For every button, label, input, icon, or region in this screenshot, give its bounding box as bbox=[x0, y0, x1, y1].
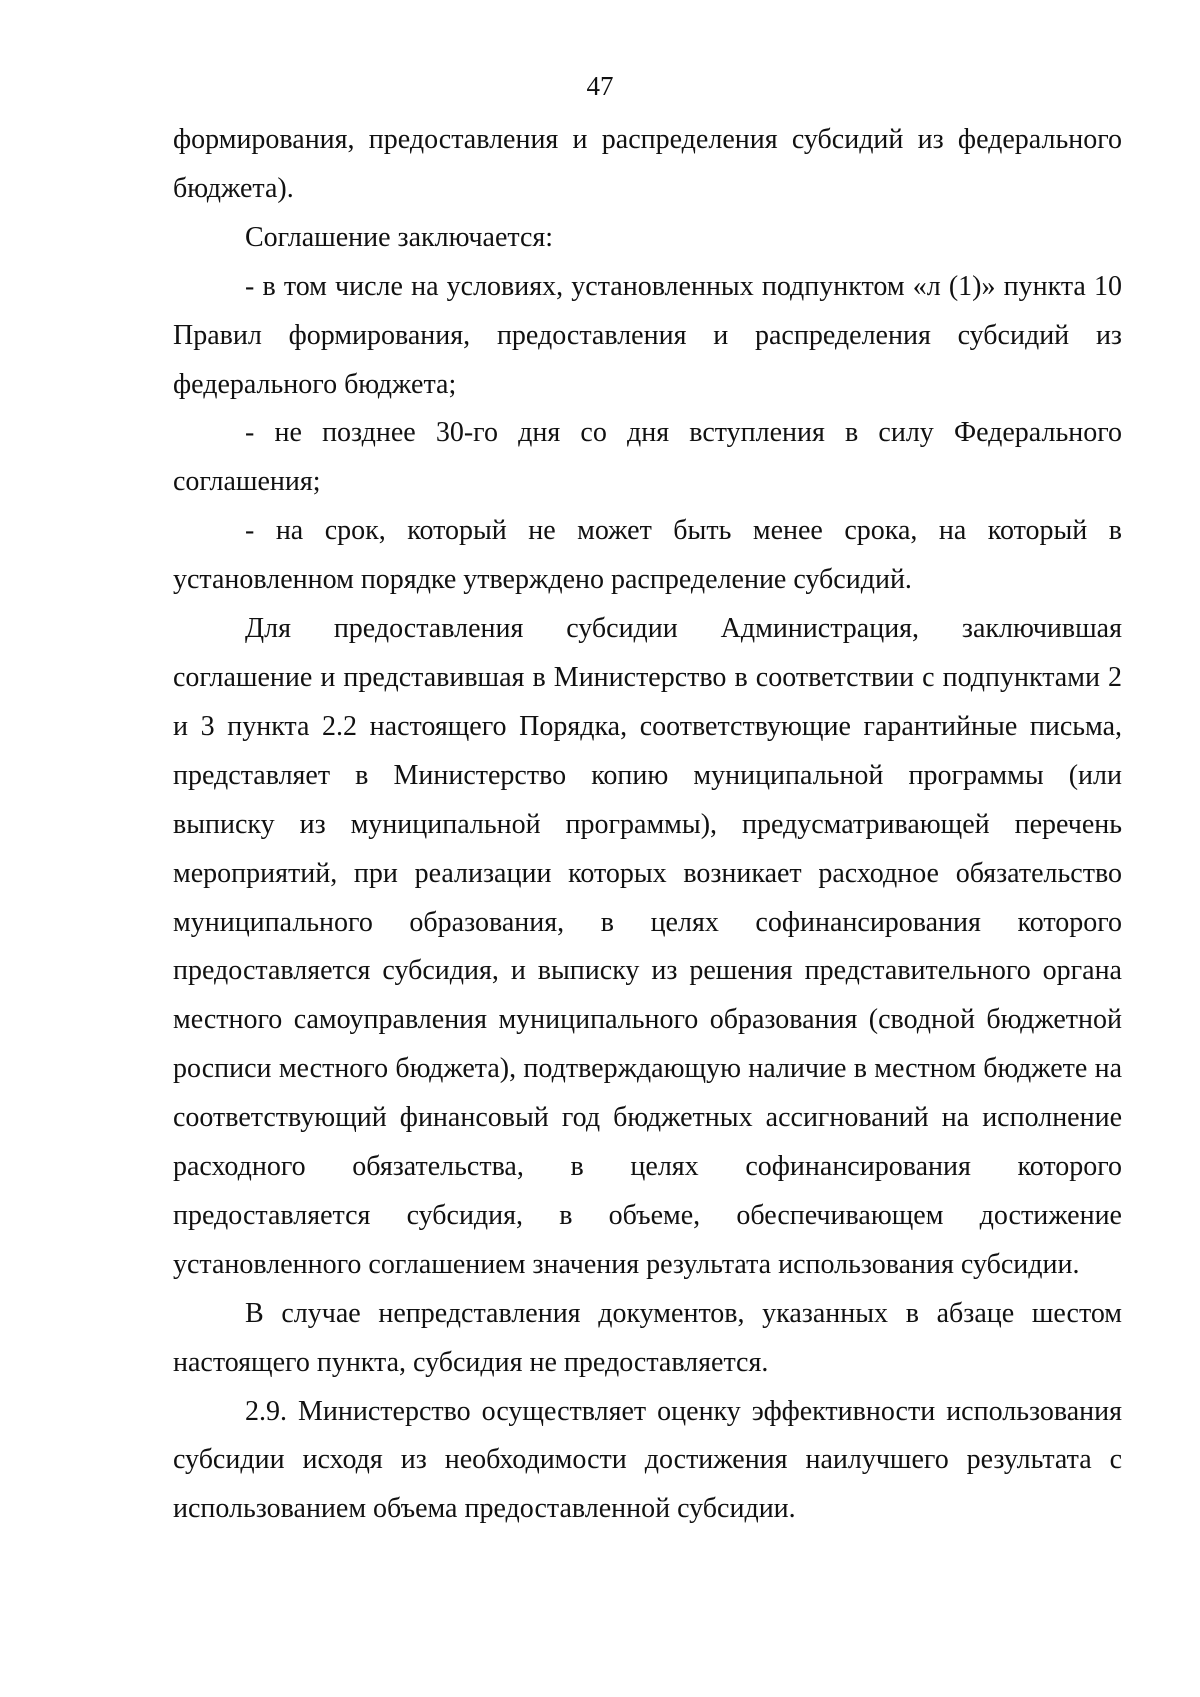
paragraph-agreement-intro: Соглашение заключается: bbox=[245, 221, 554, 253]
paragraph-non-submission: В случае непредставления документов, указанных в абзаце шестом настоящего пункта, субсидия не предоставляется. bbox=[173, 1297, 1122, 1378]
paragraph-documents-required: Для предоставления субсидии Администрация, заключившая соглашение и представившая в Министерство в соответствии с подпунктами 2 и 3 пункта 2.2 настоящего Порядка, соответствующие гарантийные письма, представляет в Министерство копию муниципальной программы (или выписку из муниципальной программы), предусматривающей перечень мероприятий, при реализации которых возникает расходное обязательство муниципального образования, в целях софинансирования которого предоставляется субсидия, и выписку из решения представительного органа местного самоуправления муниципального образования (сводной бюджетной росписи местного бюджета), подтверждающую наличие в местном бюджете на соответствующий финансовый год бюджетных ассигнований на исполнение расходного обязательства, в целях софинансирования которого предоставляется субсидия, в объеме, обеспечивающем достижение установленного соглашением значения результата использования субсидии. bbox=[173, 613, 1122, 1280]
list-item-deadline: - не позднее 30-го дня со дня вступления в силу Федерального соглашения; bbox=[173, 417, 1122, 498]
list-item-conditions: - в том числе на условиях, установленных подпунктом «л (1)» пункта 10 Правил формирования, предоставления и распределения субсидий из федерального бюджета; bbox=[173, 270, 1122, 400]
document-body bbox=[173, 116, 1122, 1534]
page-number: 47 bbox=[586, 71, 614, 101]
paragraph-section-2-9: 2.9. Министерство осуществляет оценку эффективности использования субсидии исходя из необходимости достижения наилучшего результата с использованием объема предоставленной субсидии. bbox=[173, 1395, 1122, 1525]
list-item-term: - на срок, который не может быть менее срока, на который в установленном порядке утверждено распределение субсидий. bbox=[173, 515, 1122, 596]
paragraph-continuation: формирования, предоставления и распределения субсидий из федерального бюджета). bbox=[173, 124, 1122, 204]
